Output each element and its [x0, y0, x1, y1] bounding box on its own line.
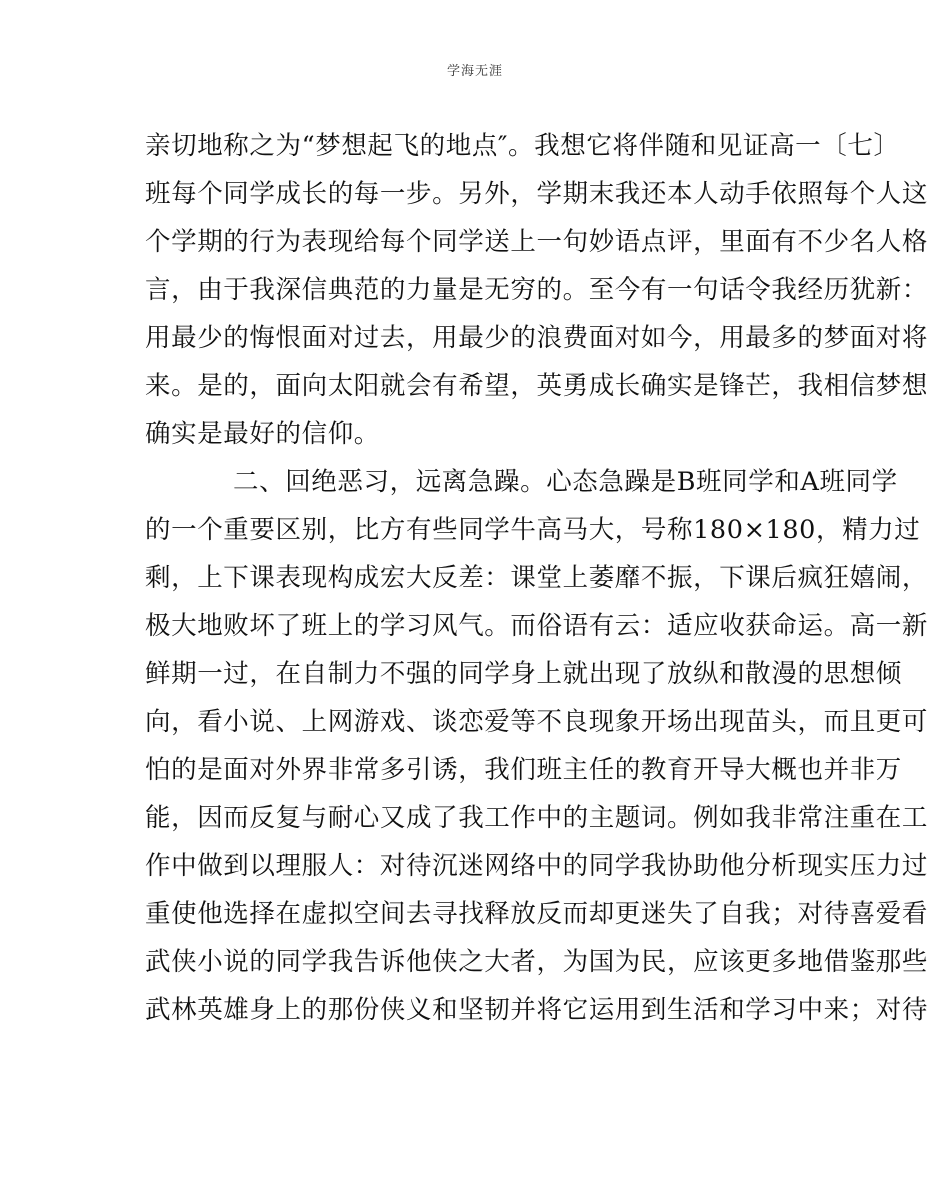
text-line: 班每个同学成长的每一步。另外，学期末我还本人动手依照每个人这	[145, 179, 929, 209]
text-line: 确实是最好的信仰。	[145, 419, 380, 449]
paragraph-2	[145, 462, 929, 1038]
text-line: 亲切地称之为“梦想起飞的地点″。我想它将伴随和见证高一〔七〕	[145, 131, 900, 161]
text-line: 向，看小说、上网游戏、谈恋爱等不良现象开场出现苗头，而且更可	[145, 707, 929, 737]
text-line: 武林英雄身上的那份侠义和坚韧并将它运用到生活和学习中来；对待	[145, 995, 929, 1025]
text-line: 武侠小说的同学我告诉他侠之大者，为国为民，应该更多地借鉴那些	[145, 947, 929, 977]
document-body	[145, 126, 929, 1038]
text-line: 能，因而反复与耐心又成了我工作中的主题词。例如我非常注重在工	[145, 803, 929, 833]
page-header: 学海无涯	[446, 64, 503, 79]
text-line: 作中做到以理服人：对待沉迷网络中的同学我协助他分析现实压力过	[145, 851, 929, 881]
text-line: 鲜期一过，在自制力不强的同学身上就出现了放纵和散漫的思想倾	[145, 659, 902, 689]
text-line: 来。是的，面向太阳就会有希望，英勇成长确实是锋芒，我相信梦想	[145, 371, 929, 401]
text-line: 用最少的悔恨面对过去，用最少的浪费面对如今，用最多的梦面对将	[145, 323, 929, 353]
text-line: 极大地败坏了班上的学习风气。而俗语有云：适应收获命运。高一新	[145, 611, 929, 641]
text-line: 剩，上下课表现构成宏大反差：课堂上萎靡不振，下课后疯狂嬉闹，	[145, 563, 929, 593]
text-line: 的一个重要区别，比方有些同学牛高马大，号称180×180，精力过	[145, 515, 921, 545]
text-line-indented: 二、回绝恶习，远离急躁。心态急躁是B班同学和A班同学	[233, 467, 898, 497]
paragraph-1	[145, 126, 929, 462]
text-line: 重使他选择在虚拟空间去寻找释放反而却更迷失了自我；对待喜爱看	[145, 899, 929, 929]
text-line: 言，由于我深信典范的力量是无穷的。至今有一句话令我经历犹新：	[145, 275, 929, 305]
text-line: 怕的是面对外界非常多引诱，我们班主任的教育开导大概也并非万	[145, 755, 902, 785]
text-line: 个学期的行为表现给每个同学送上一句妙语点评，里面有不少名人格	[145, 227, 929, 257]
